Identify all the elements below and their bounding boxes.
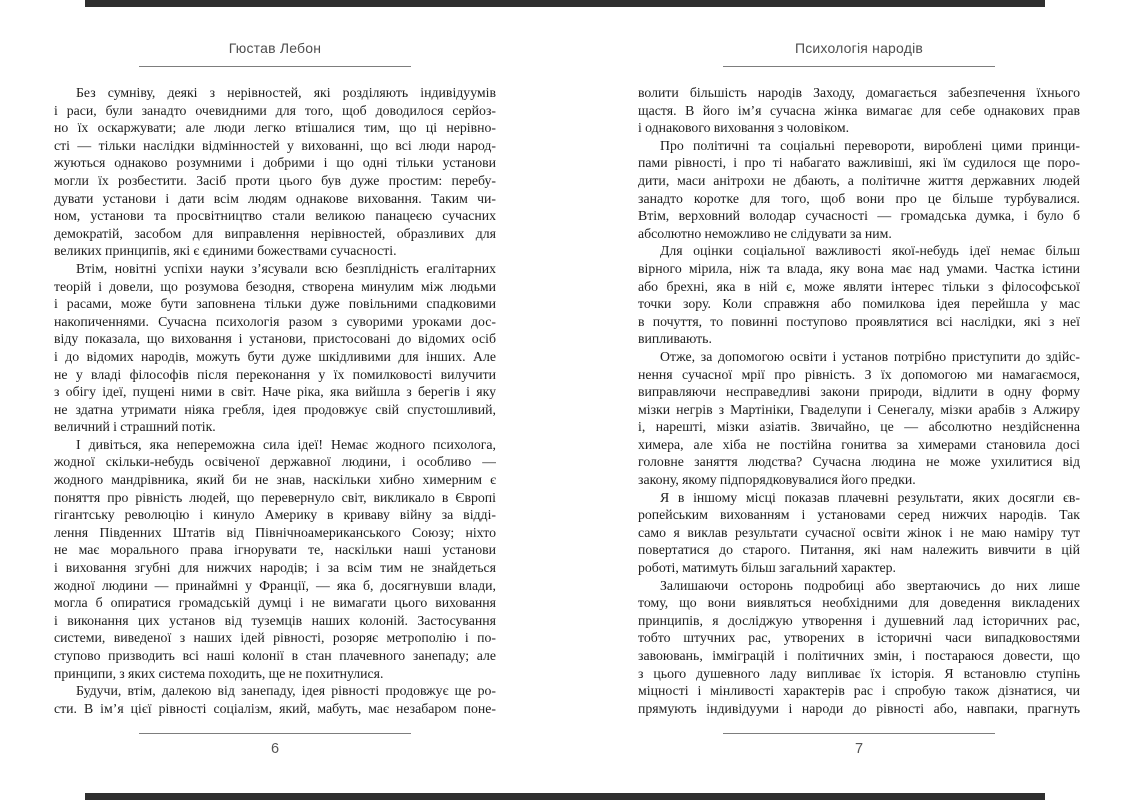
text-line: нення сучасної мрії про рівність. З їх допомогою ми намагаємося, — [638, 366, 1080, 382]
text-line: ном, установи та просвітництво стали великою панацеєю сучасних — [54, 208, 496, 224]
paragraph — [638, 84, 1080, 137]
text-line: не здатна утримати ніяка гребля, ідея продовжує свій спустошливий, — [54, 401, 496, 417]
text-line: і виховання згубні для нижчих народів; і за всім тим не знайдеться — [54, 560, 496, 576]
text-line: і до відомих народів, можуть бути дуже шкідливими для інших. Але — [54, 348, 496, 364]
text-line: великих принципів, які є єдиними божествами сучасності. — [54, 243, 397, 259]
text-line: Для оцінки соціальної важливості якої-небудь ідеї немає більш — [660, 243, 1080, 259]
text-line: само я виклав результати сучасної освіти жінок і не маю наміру тут — [638, 524, 1080, 540]
text-line: поняття про рівність людей, що перевернуло світ, викликало в Європі — [54, 489, 496, 505]
text-line: вірного мірила, ніж та влада, яку вона має над умами. Частка істини — [638, 260, 1080, 276]
paragraph — [638, 348, 1080, 489]
text-line: Отже, за допомогою освіти і установ потрібно приступити до здійс- — [660, 348, 1080, 364]
text-line: виправляючи несправедливі закони природи, відлити в одну форму — [638, 384, 1080, 400]
footer-rule — [139, 733, 411, 734]
text-line: і виконання цих установ від туземців наших колоній. Застосування — [54, 612, 496, 628]
text-line: завоювань, імміграцій і політичних змін, і постараюся довести, що — [638, 648, 1080, 663]
text-line: і расами, може бути заповнена тільки дуже повільними спадковими — [54, 296, 496, 312]
paragraph — [54, 436, 496, 682]
text-line: не у владі філософів після переконання у їх помилковості вилучити — [54, 366, 496, 382]
text-line: гігантську революцію і кинуло Америку в криваву війну за відді- — [54, 507, 496, 523]
text-line: пами рівності, і про ті набагато важливіші, які їм судилося ще поро- — [638, 155, 1080, 171]
right-page — [638, 0, 1080, 800]
text-line: роботі, матимуть більш загальний характер. — [638, 560, 896, 576]
text-line: випливають. — [638, 331, 712, 347]
text-line: демократій, засобом для виправлення нерівностей, образливих для — [54, 225, 496, 241]
text-line: но їх оскаржувати; але люди легко втішалися тим, що ці нерівно- — [54, 120, 496, 136]
header-rule — [139, 66, 411, 67]
running-header-title: Психологія народів — [794, 40, 924, 56]
footer-rule — [723, 733, 995, 734]
text-line: Втім, новітні успіхи науки з’ясували всю безплідність егалітарних — [76, 260, 496, 276]
text-line: мізки негрів з Мартініки, Гваделупи і Сенегалу, мізки арабів з Алжиру — [638, 401, 1080, 417]
text-line: і однакового виховання з чоловіком. — [638, 120, 850, 136]
text-line: і, нарешті, мізки азіатів. Звичайно, це — абсолютно нездійсненна — [638, 419, 1080, 435]
paragraph — [638, 242, 1080, 348]
running-header-author: Гюстав Лебон — [228, 40, 322, 56]
text-line: головне заняття людства? Сучасна людина не може ухилитися від — [638, 454, 1080, 470]
text-line: І дивіться, яка непереможна сила ідеї! Немає жодного психолога, — [76, 436, 496, 452]
text-line: системи, виведеної з наших ідей рівності, розоряє метрополію і по- — [54, 630, 496, 646]
text-line: віду показала, що виховання і установи, пристосовані до відомих осіб — [54, 331, 496, 347]
text-line: волити більшість народів Заходу, домагається забезпечення їхнього — [638, 85, 1080, 100]
page-body — [54, 84, 496, 717]
text-line: величний і страшний потік. — [54, 419, 216, 435]
text-line: з цього душевного ладу випливає їх історія. Я встановлю ступінь — [638, 665, 1080, 681]
text-line: жодного мандрівника, який би не знав, наскільки хибно химерним є — [54, 472, 496, 488]
text-line: принципів, я досліджую утворення і душевний лад історичних рас, — [638, 612, 1080, 628]
text-line: Будучи, втім, далекою від занепаду, ідея рівності продовжує ще ро- — [76, 683, 496, 699]
text-line: тому, що вони виявляться необхідними для доведення викладених — [638, 595, 1080, 611]
page-number: 6 — [270, 741, 280, 757]
text-line: химера, але хіба не постійна гонитва за химерами становила досі — [638, 436, 1080, 452]
text-line: або брехні, яка в ній є, може являти інтерес тільки з філософської — [638, 278, 1080, 294]
paragraph — [638, 137, 1080, 243]
header-rule — [723, 66, 995, 67]
page-number: 7 — [854, 741, 864, 757]
text-line: повертатися до старого. Питання, які нам належить вивчити в цій — [638, 542, 1080, 558]
text-line: жодної людини — принаймні у Франції, — яка б, досягнувши влади, — [54, 577, 496, 593]
text-line: лення Південних Штатів від Північноамериканського Союзу; ніхто — [54, 524, 496, 540]
paragraph — [54, 682, 496, 717]
text-line: Про політичні та соціальні перевороти, вироблені цими принци- — [660, 137, 1080, 153]
left-page — [54, 0, 496, 800]
text-line: Залишаючи осторонь подробиці або звертаючись до них лише — [660, 577, 1080, 593]
paragraph — [638, 489, 1080, 577]
text-line: накопиченнями. Сучасна психологія разом з суворими уроками дос- — [54, 313, 496, 329]
text-line: занадто коротке для того, щоб вони про це більше турбувалися. — [638, 190, 1080, 206]
text-line: могли їх розбестити. Засіб проти цього був дуже простим: перебу- — [54, 172, 496, 188]
text-line: ропейським вихованням і установами серед нижчих народів. Так — [638, 507, 1080, 523]
text-line: ступово призводить всі наші колонії в стан плачевного занепаду; але — [54, 648, 496, 663]
paragraph — [54, 260, 496, 436]
text-line: дити, маси анітрохи не дбають, а політичне життя державних людей — [638, 172, 1080, 188]
text-line: сті — тільки наслідки відмінностей у вихованні, що всі люди народ- — [54, 137, 496, 153]
scan-edge-strip-bottom — [85, 793, 1045, 800]
text-line: абсолютно неможливо не слідувати за ним. — [638, 225, 892, 241]
text-line: точки зору. Коли справжня або помилкова ідея перейшла у мас — [638, 296, 1080, 312]
text-line: Я в іншому місці показав плачевні результати, яких досягли єв- — [660, 489, 1080, 505]
text-line: в почуття, то повинні поступово проявлятися всі наслідки, які з неї — [638, 313, 1080, 329]
paragraph — [54, 84, 496, 260]
text-line: дувати установи і дати всім людям однакове виховання. Таким чи- — [54, 190, 496, 206]
text-line: принципи, з яких система походить, ще не похитнулися. — [54, 665, 384, 681]
text-line: і раси, були занадто очевидними для того, щоб доводилося серйоз- — [54, 102, 496, 118]
text-line: закону, якому підпорядковувалися його предки. — [638, 472, 916, 488]
paragraph — [638, 577, 1080, 718]
text-line: жуються однаково розумними і добрими і що одні тільки установи — [54, 155, 496, 171]
text-line: не має морального права ігнорувати те, наскільки наші установи — [54, 542, 496, 558]
text-line: з обігу ідеї, пущені ними в світ. Наче ріка, яка вийшла з берегів і яку — [54, 384, 496, 400]
text-line: Втім, верховний володар сучасності — громадська думка, і було б — [638, 208, 1080, 224]
page-body — [638, 84, 1080, 717]
text-line: жодної скільки-небудь освіченої державної людини, і особливо — — [54, 454, 496, 470]
text-line: тобто штучних рас, утворених в історичні часи випадковостями — [638, 630, 1080, 646]
text-line: Без сумніву, деякі з нерівностей, які розділяють індивідуумів — [76, 85, 496, 100]
text-line: міцності і мінливості характерів рас і спробую також дізнатися, чи — [638, 683, 1080, 699]
text-line: могла б опиратися громадській думці і не вимагати цього виховання — [54, 595, 496, 611]
text-line: теорій і довели, що розумова безодня, створена минулим між людьми — [54, 278, 496, 294]
text-line: прямують індивідууми і народи до рівності або, навпаки, прагнуть — [638, 700, 1080, 716]
text-line: щастя. В його ім’я сучасна жінка вимагає для себе однакових прав — [638, 102, 1080, 118]
text-line: сти. В ім’я цієї рівності соціалізм, який, мабуть, має незабаром поне- — [54, 700, 496, 716]
